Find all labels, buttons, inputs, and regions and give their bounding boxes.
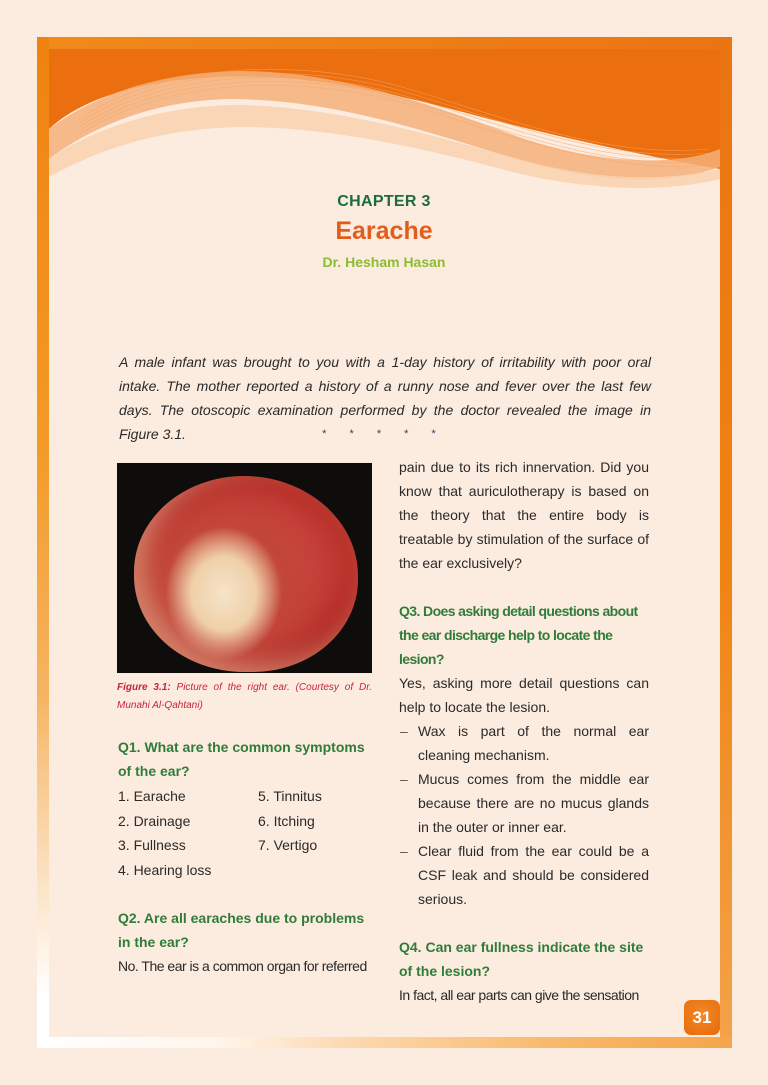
question-1-heading: Q1. What are the common symptoms of the ear? <box>118 739 365 779</box>
question-3-bullet-list <box>399 719 649 911</box>
page-frame-top <box>37 37 732 49</box>
bullet-item: – Clear fluid from the ear could be a CSF leak and should be considered serious. <box>399 839 649 911</box>
figure-caption-text: Picture of the right ear. (Courtesy of Dr. Munahi Al-Qahtani) <box>117 682 372 711</box>
page-number-badge: 31 <box>684 1000 720 1035</box>
ear-canal-rim <box>134 476 358 672</box>
dash-bullet-icon: – <box>400 843 408 859</box>
symptom-item: 2. Drainage <box>118 812 191 829</box>
section-separator: * * * * * <box>322 428 446 440</box>
page-frame-right <box>720 37 732 1048</box>
question-4-heading: Q4. Can ear fullness indicate the site of the lesion? <box>399 939 644 979</box>
question-4-answer-start: In fact, all ear parts can give the sensation <box>399 987 639 1003</box>
symptom-list <box>118 784 370 882</box>
right-column <box>399 455 649 1007</box>
symptom-item: 4. Hearing loss <box>118 861 212 878</box>
chapter-author: Dr. Hesham Hasan <box>322 254 446 270</box>
figure-otoscopic-image <box>117 463 372 673</box>
chapter-label: CHAPTER 3 <box>337 193 431 210</box>
bullet-item: – Wax is part of the normal ear cleaning mechanism. <box>399 719 649 767</box>
symptom-item: 1. Earache <box>118 788 186 804</box>
case-introduction: A male infant was brought to you with a 1-day history of irritability with poor oral intake. The mother reported a history of a runny nose and fever over the last few days. The otoscopic examination performed by the doctor revealed the image in Figure 3.1. <box>119 354 651 442</box>
header-wave-decoration <box>49 49 720 189</box>
question-2-answer-start: No. The ear is a common organ for referred <box>118 958 367 974</box>
symptom-item: 3. Fullness <box>118 837 186 853</box>
symptom-item: 6. Itching <box>258 812 315 829</box>
chapter-title: Earache <box>335 217 433 245</box>
symptom-item <box>258 858 370 883</box>
bullet-item: – Mucus comes from the middle ear because there are no mucus glands in the outer or inner ear. <box>399 767 649 839</box>
dash-bullet-icon: – <box>400 771 408 787</box>
left-column <box>118 735 370 978</box>
figure-caption <box>117 679 372 715</box>
question-2-heading: Q2. Are all earaches due to problems in the ear? <box>118 910 365 950</box>
symptom-item: 7. Vertigo <box>258 837 318 853</box>
symptom-item: 5. Tinnitus <box>258 788 322 804</box>
question-3-heading: Q3. Does asking detail questions about the ear discharge help to locate the lesion? <box>399 603 638 667</box>
question-2-answer-continued: pain due to its rich innervation. Did you know that auriculotherapy is based on the theory that the entire body is treatable by stimulation of the surface of the ear exclusively? <box>399 459 649 571</box>
page-frame-left <box>37 37 49 1048</box>
page-frame-bottom <box>37 1037 732 1048</box>
figure-caption-label: Figure 3.1: <box>117 682 171 693</box>
dash-bullet-icon: – <box>400 723 408 739</box>
chapter-title-block <box>0 193 768 270</box>
question-3-answer: Yes, asking more detail questions can help to locate the lesion. <box>399 675 649 715</box>
